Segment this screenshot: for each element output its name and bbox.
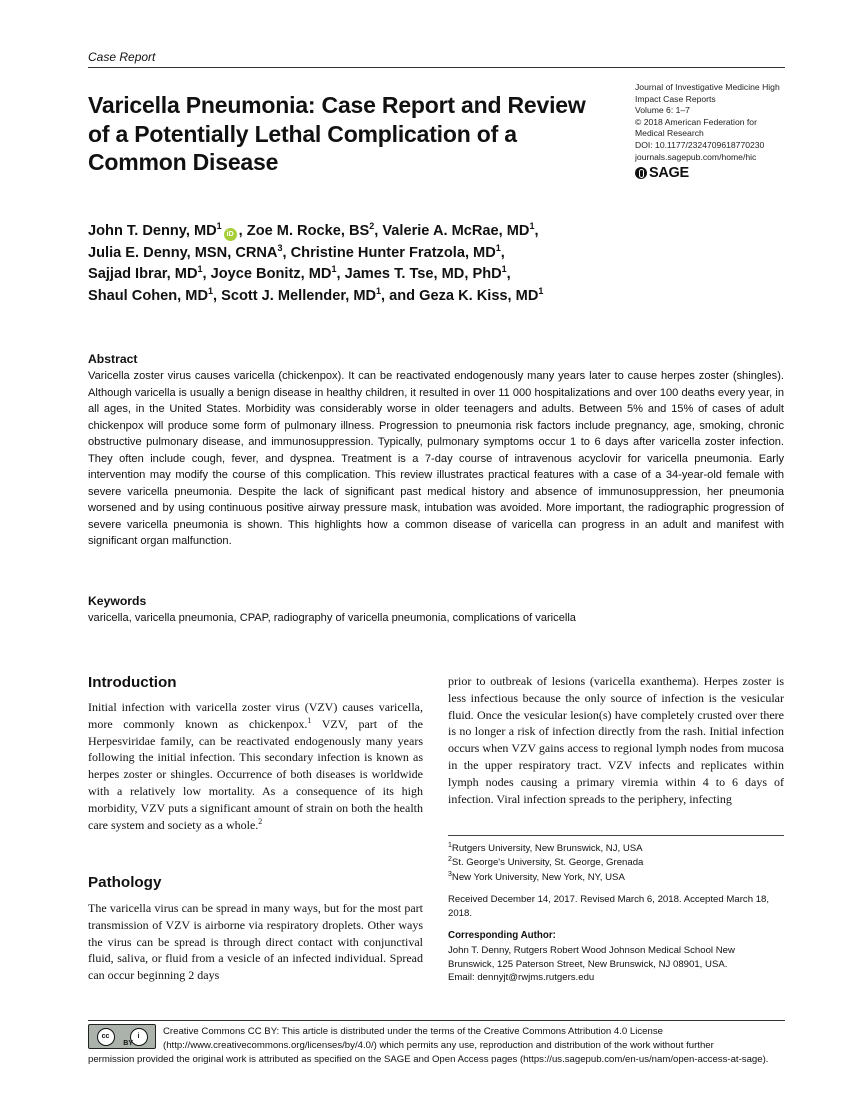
license-line: Creative Commons CC BY: This article is distributed under the terms of the Creative Commons Attribution 4.0 License [163,1026,663,1037]
journal-url-link[interactable]: journals.sagepub.com/home/hic [635,151,757,162]
article-type-label: Case Report [88,50,156,64]
author-affiliation: 1 [529,221,535,231]
introduction-heading: Introduction [88,674,177,691]
author-affiliation: 1 [208,285,214,296]
author-separator: , [202,266,211,282]
author-name: Scott J. Mellender, MD [221,287,377,304]
corresponding-line: Brunswick, 125 Paterson Street, New Brunswick, NJ 08901, USA. [448,958,728,970]
footer-rule [88,1020,785,1021]
affiliation-number: 2 [448,856,452,864]
corresponding-email-link[interactable]: Email: dennyjt@rwjms.rutgers.edu [448,972,595,984]
author-affiliation: 1 [331,264,337,274]
keywords-heading: Keywords [88,594,147,608]
author-affiliation: 1 [216,221,222,231]
author-separator: , [282,244,291,261]
author-affiliation: 2 [369,221,375,231]
abstract-text: Varicella zoster virus causes varicella (chickenpox). It can be reactivated endogenously many years later to cause herpes zoster (shingles). Although varicella is usually a benign disease in healthy children, it resulted in over 11 000 hospitalizations and over 100 deaths every year, in all ages, in the United States. Morbidity was considerably worse in older teenagers and adults. Between 5% and 15% of cases of adult chickenpox will produce some form of pulmonary illness. Progression to pneumonia risk factors include pregnancy, age, smoking, chronic obstructive pulmonary disease, and immunosuppression. Typically, pulmonary symptoms occur 1 to 6 days after varicella zoster infection. They often include cough, fever, and dyspnea. Treatment is a 7-day course of intravenous acyclovir for varicella pneumonia. Early intervention may modify the course of this complication. This review illustrates practical features with a case of a 34-year-old female with severe varicella pneumonia. Despite the lack of significant past medical history and absence of immunosuppression, her pneumonia worsened and by using continuous positive airway pressure mask, intubation was avoided. More important, the radiographic progression of severe varicella pneumonia is shown. This highlights how a common disease of varicella can progress in an adult and manifest with significant organ malfunction. [88,370,784,547]
author-affiliation: 1 [501,264,507,274]
corresponding-author-heading: Corresponding Author: [448,930,556,941]
author-name: Sajjad Ibrar, MD [88,266,198,282]
author-separator: , [374,223,383,239]
affiliation-text: Rutgers University, New Brunswick, NJ, USA [451,843,643,854]
journal-line: Volume 6: 1–7 [635,105,690,116]
author-separator: , and [381,287,420,304]
orcid-icon[interactable]: iD [224,228,237,241]
cc-by-license-icon[interactable] [88,1024,156,1049]
introduction-text [88,699,423,833]
citation-ref[interactable]: 2 [258,816,263,826]
license-line-continued: permission provided the original work is attributed as specified on the SAGE and Open Access pages (https://us.sagepub.com/en-us/nam/open-access-at-sage). [88,1054,769,1065]
affiliations [448,842,784,885]
right-column-text: prior to outbreak of lesions (varicella exanthema). Herpes zoster is less infectious because the only source of infection is the vesicular fluid. Once the vesicular lesion(s) have completely crusted over there is no longer a risk of infection directly from the rash. Initial infection occurs when VZV gains access to regional lymph nodes from mucosa in the upper respiratory tract. VZV infects and replicates within lymph nodes causing a primary viremia within 4 to 6 days of infection. Viral infection spreads to the periphery, infecting [448,674,784,806]
sage-logo-text: SAGE [649,165,689,181]
author-separator: , [336,266,345,282]
author-affiliation: 1 [376,285,382,296]
author-name: James T. Tse, MD, PhD [344,266,502,282]
journal-line: Journal of Investigative Medicine High [635,82,780,92]
journal-line: © 2018 American Federation for [635,116,757,127]
author-separator: , [213,287,222,304]
header-rule [88,67,785,68]
affiliation-text: New York University, New York, NY, USA [451,871,625,883]
author-affiliation: 1 [197,264,203,274]
author-name: Geza K. Kiss, MD [419,287,539,304]
abstract-heading: Abstract [88,352,138,366]
pathology-text: The varicella virus can be spread in many ways, but for the most part transmission of VZV is airborne via respiratory droplets. Other ways the virus can be spread is through direct contact with conjunctival fluid, saliva, or fluid from a vesicle of an infected individual. Spread can occur beginning 2 days [88,901,423,983]
author-separator: , [500,244,505,261]
footnote-rule [448,835,784,836]
author-name: Christine Hunter Fratzola, MD [290,244,496,261]
author-name: Valerie A. McRae, MD [382,223,530,239]
author-list [88,221,628,307]
introduction-text-part: Initial infection with varicella zoster virus (VZV) causes varicella, more commonly known as chickenpox. [88,700,423,731]
author-name: Shaul Cohen, MD [88,287,208,304]
affiliation-text: St. George's University, St. George, Grenada [451,857,644,869]
doi-link[interactable]: DOI: 10.1177/2324709618770230 [635,139,765,150]
received-dates: Received December 14, 2017. Revised March 6, 2018. Accepted March 18, 2018. [448,894,770,919]
affiliation-item [448,871,784,885]
author-affiliation: 1 [495,242,501,253]
sage-logo [635,165,689,181]
affiliation-item [448,842,784,856]
author-affiliation: 3 [277,242,283,253]
citation-ref[interactable]: 1 [307,715,312,725]
affiliation-number: 1 [448,842,452,849]
author-name: Julia E. Denny, MSN, CRNA [88,244,278,261]
author-separator: , [534,223,539,239]
introduction-text-part: VZV, part of the Herpesviridae family, can be reactivated endogenously many years following the initial infection. This secondary infection is known as herpes zoster or shingles. Occurrence of both diseases is worldwide with a relatively low mortality. As a consequence of its high morbidity, VZV puts a significant amount of strain on both the health care system and society as a whole. [88,716,423,832]
sage-mark-icon [635,167,647,179]
journal-line: Medical Research [635,128,704,139]
journal-line: Impact Case Reports [635,93,716,104]
author-name: Zoe M. Rocke, BS [246,223,370,239]
author-name: Joyce Bonitz, MD [210,266,332,282]
author-name: John T. Denny, MD [88,223,217,239]
license-line: (http://www.creativecommons.org/licenses/by/4.0/) which permits any use, reproduction and distribution of the work without further [163,1040,714,1052]
affiliation-number: 3 [448,870,452,878]
cc-badge-label: BY [123,1040,133,1047]
affiliation-item [448,856,784,870]
pathology-heading: Pathology [88,874,162,891]
keywords-text: varicella, varicella pneumonia, CPAP, radiography of varicella pneumonia, complications of varicella [88,612,576,624]
license-text [163,1025,788,1054]
attribution-icon: i [130,1028,148,1046]
author-separator: , [506,266,511,282]
article-title: Varicella Pneumonia: Case Report and Review of a Potentially Lethal Complication of a Common Disease [88,92,586,175]
cc-icon: cc [97,1028,115,1046]
author-affiliation: 1 [538,285,544,296]
corresponding-line: John T. Denny, Rutgers Robert Wood Johnson Medical School New [448,945,735,956]
author-separator: , [238,223,247,239]
journal-info [635,82,795,163]
corresponding-author-info [448,944,784,985]
